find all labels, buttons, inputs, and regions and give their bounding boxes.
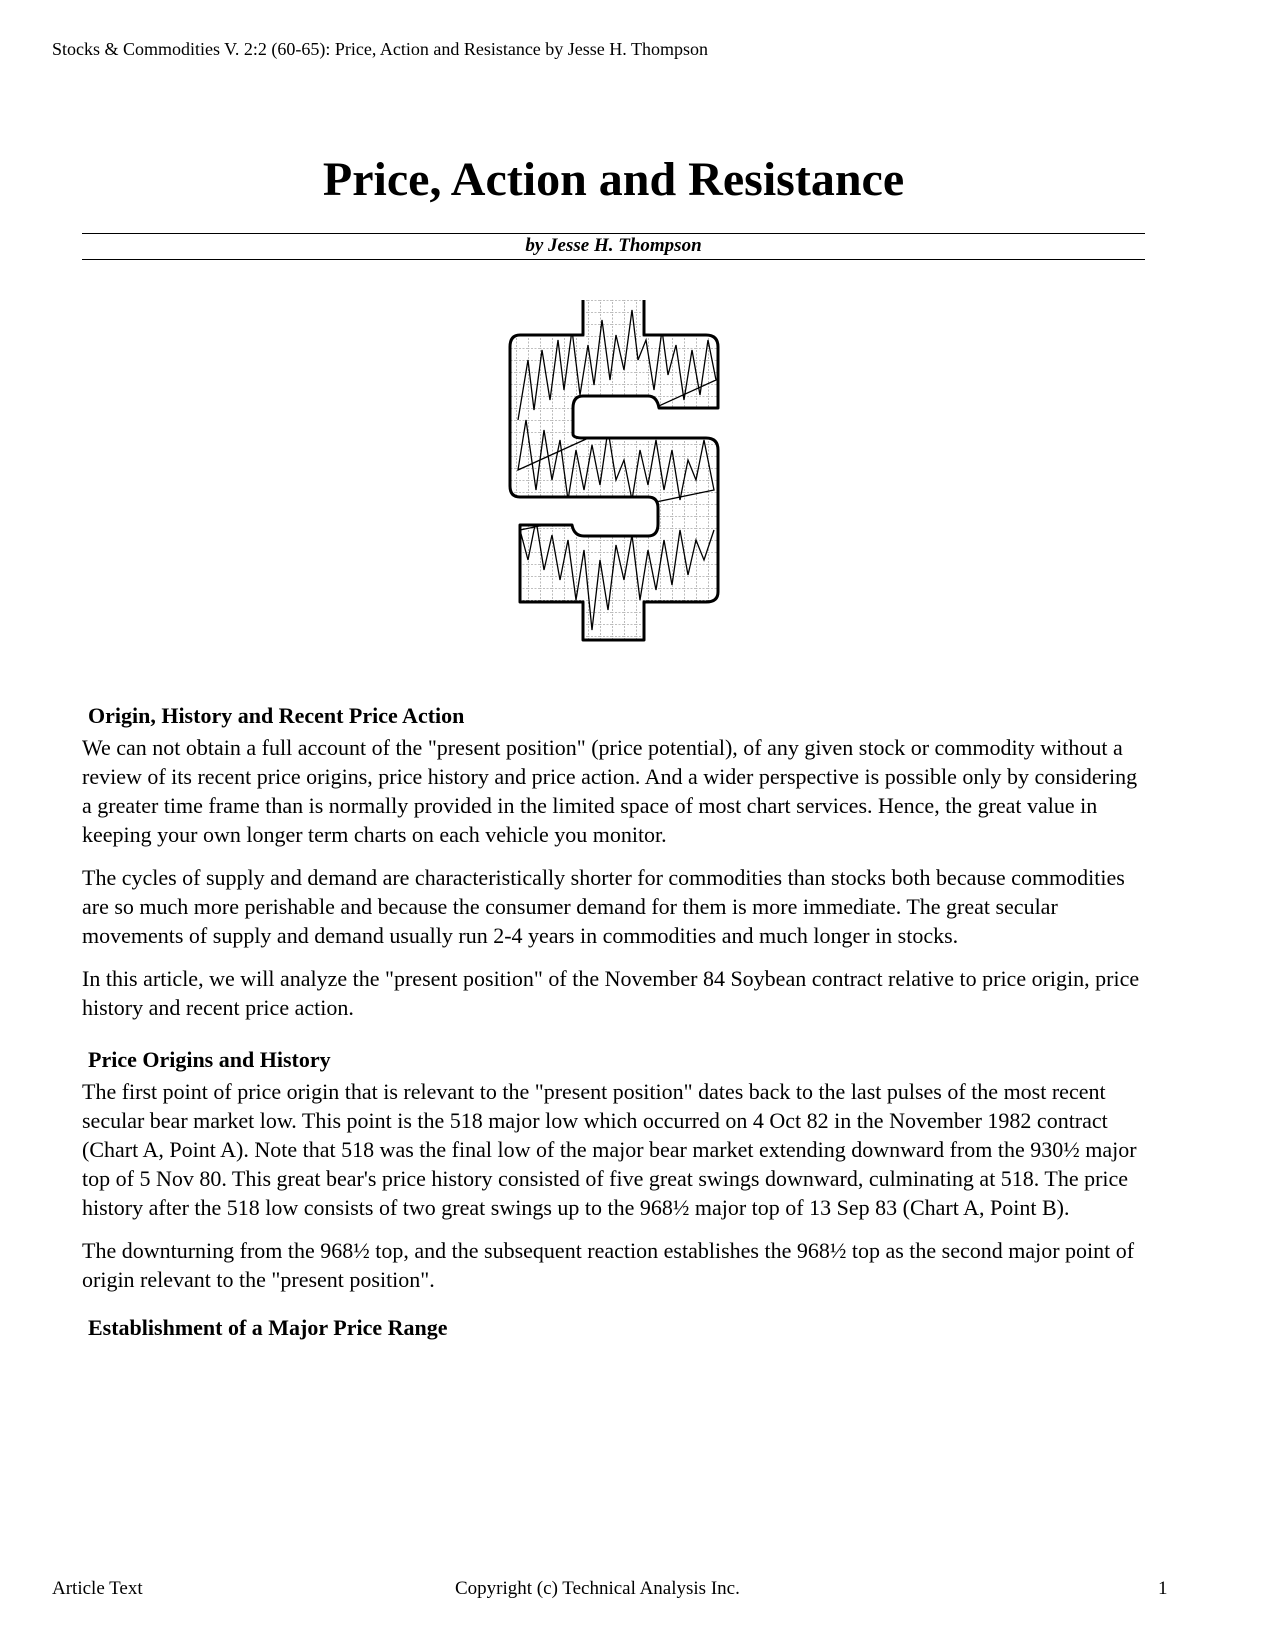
paragraph: The cycles of supply and demand are characteristically shorter for commodities than stocks both because commodities are so much more perishable and because the consumer demand for them is more immediate. The great secular movements of supply and demand usually run 2-4 years in commodities and much longer in stocks.	[82, 865, 1125, 948]
paragraph: In this article, we will analyze the "present position" of the November 84 Soybean contract relative to price origin, price history and recent price action.	[82, 966, 1140, 1020]
section-price-origins	[82, 1046, 1147, 1294]
paragraph: The downturning from the 968½ top, and the subsequent reaction establishes the 968½ top as the second major point of origin relevant to the "present position".	[82, 1238, 1135, 1292]
footer-copyright: Copyright (c) Technical Analysis Inc.	[455, 1578, 740, 1599]
section-heading: Price Origins and History	[88, 1047, 331, 1072]
section-origin-history	[82, 702, 1147, 1022]
dollar-sign-chart-icon	[500, 300, 740, 680]
article-body	[82, 702, 1147, 1345]
section-heading: Establishment of a Major Price Range	[88, 1315, 448, 1340]
paragraph: The first point of price origin that is relevant to the "present position" dates back to the last pulses of the most recent secular bear market low. This point is the 518 major low which occurred on 4 Oct 82 in the November 1982 contract (Chart A, Point A). Note that 518 was the final low of the major bear market extending downward from the 930½ major top of 5 Nov 80. This great bear's price history consisted of five great swings downward, culminating at 518. The price history after the 518 low consists of two great swings up to the 968½ major top of 13 Sep 83 (Chart A, Point B).	[82, 1079, 1137, 1220]
paragraph: We can not obtain a full account of the "present position" (price potential), of any given stock or commodity without a review of its recent price origins, price history and price action. And a wider perspective is possible only by considering a greater time frame than is normally provided in the limited space of most chart services. Hence, the great value in keeping your own longer term charts on each vehicle you monitor.	[82, 735, 1138, 847]
running-header: Stocks & Commodities V. 2:2 (60-65): Price, Action and Resistance by Jesse H. Thompson	[52, 39, 708, 59]
footer-label: Article Text	[52, 1578, 143, 1599]
article-title: Price, Action and Resistance	[322, 153, 905, 206]
byline: by Jesse H. Thompson	[82, 233, 1145, 260]
page-number: 1	[1158, 1578, 1168, 1599]
section-major-price-range	[82, 1314, 1147, 1342]
section-heading: Origin, History and Recent Price Action	[88, 703, 465, 728]
